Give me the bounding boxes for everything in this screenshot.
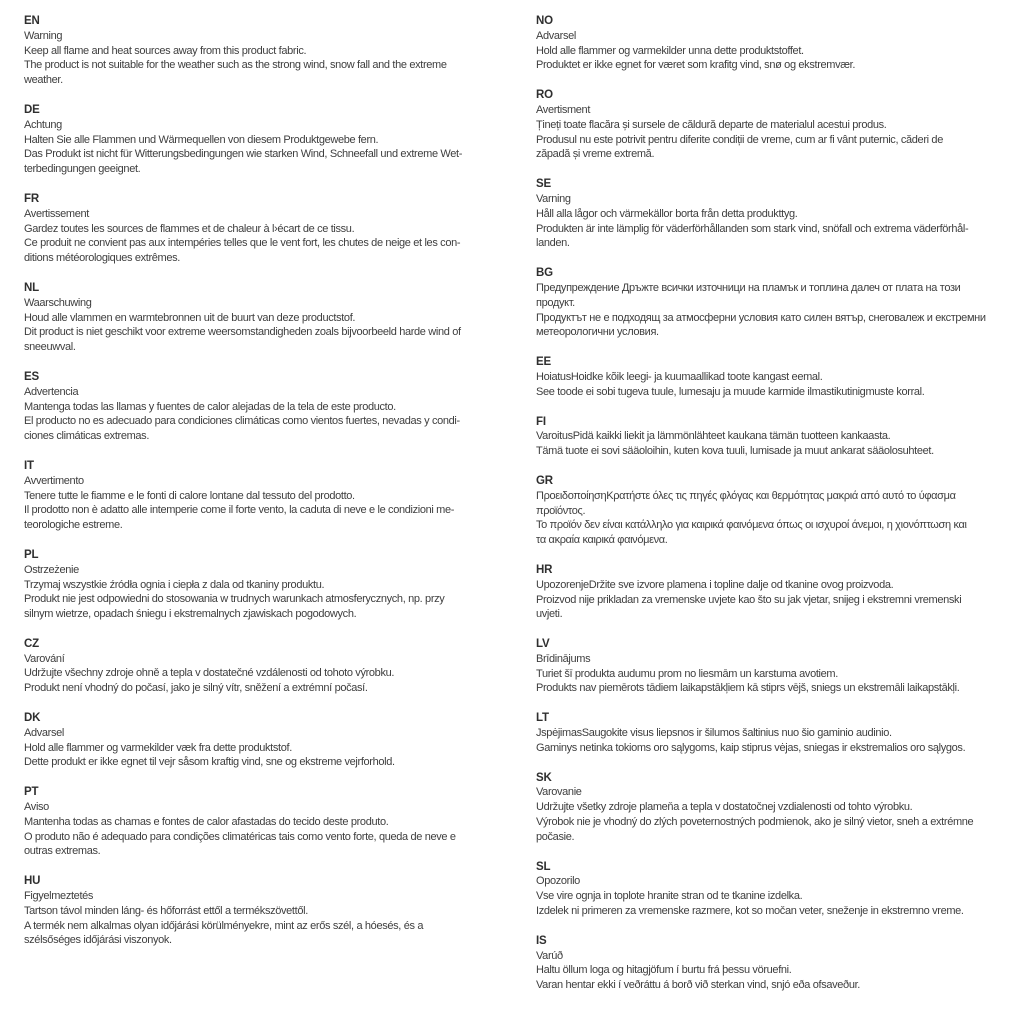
warning-line: Tenere tutte le fiamme e le fonti di calore lontane dal tessuto del prodotto.: [24, 489, 355, 502]
warning-line: Dit product is niet geschikt voor extreme weersomstandigheden zoals bijvoorbeeld harde wind of: [24, 326, 461, 339]
section-dk: [24, 711, 524, 770]
warning-title: Varovanie: [536, 786, 582, 799]
warning-title: Brīdinājums: [536, 652, 591, 665]
warning-line: outras extremas.: [24, 845, 101, 858]
warning-line: Produktet er ikke egnet for været som krafitg vind, snø og ekstremvær.: [536, 59, 856, 72]
warning-line: Proizvod nije prikladan za vremenske uvjete kao što su jak vjetar, snijeg i ekstremni vremenski: [536, 593, 962, 606]
section-es: [24, 370, 524, 444]
warning-line: Výrobok nie je vhodný do zlých poveternostných podmienok, ako je silný vietor, sneh a extrémne: [536, 816, 974, 829]
warning-line: Gardez toutes les sources de flammes et de chaleur à l›écart de ce tissu.: [24, 222, 355, 235]
language-code-label: DK: [24, 712, 41, 725]
language-code-label: LV: [536, 638, 550, 651]
warning-title: Advarsel: [536, 29, 576, 42]
language-code-label: IT: [24, 459, 34, 472]
warning-title: Figyelmeztetés: [24, 890, 94, 903]
warning-line: See toode ei sobi tugeva tuule, lumesaju ja muude karmide ilmastikutinigmuste korral.: [536, 385, 925, 398]
language-code-label: DE: [24, 103, 40, 116]
warning-title: Advarsel: [24, 726, 64, 739]
warning-line: Haltu öllum loga og hitagjöfum í burtu frá þessu vöruefni.: [536, 964, 792, 977]
section-is: [536, 934, 1022, 993]
language-code-label: EN: [24, 15, 40, 27]
warning-line: landen.: [536, 237, 570, 250]
warning-line: Dette produkt er ikke egnet til vejr såsom kraftig vind, sne og ekstreme vejrforhold.: [24, 756, 395, 769]
section-gr: [536, 474, 1022, 548]
language-code-label: SK: [536, 771, 552, 784]
warning-line: Houd alle vlammen en warmtebronnen uit de buurt van deze productstof.: [24, 311, 356, 324]
warning-line: teorologiche estreme.: [24, 519, 123, 532]
warning-line: silnym wietrze, opadach śniegu i ekstremalnych zjawiskach pogodowych.: [24, 608, 357, 621]
warning-line: Продуктът не е подходящ за атмосферни условия като силен вятър, снеговалеж и екстремни: [536, 311, 986, 324]
language-code-label: RO: [536, 89, 553, 102]
section-de: [24, 103, 524, 177]
warning-line: Keep all flame and heat sources away from this product fabric.: [24, 44, 307, 57]
warning-title: Warning: [24, 29, 63, 42]
warning-line: UpozorenjeDržite sve izvore plamena i topline dalje od tkanine ovog proizvoda.: [536, 578, 894, 591]
language-code-label: HU: [24, 875, 41, 888]
warning-line: τα ακραία καιρικά φαινόμενα.: [536, 534, 668, 547]
warning-line: Håll alla lågor och värmekällor borta från detta produkttyg.: [536, 207, 798, 220]
warning-line: προϊόντος.: [536, 504, 586, 517]
warning-line: Izdelek ni primeren za vremenske razmere, kot so močan veter, sneženje in ekstremno vreme.: [536, 905, 964, 918]
section-ee: [536, 355, 1022, 399]
warning-line: HoiatusHoidke kõik leegi- ja kuumaallikad toote kangast eemal.: [536, 370, 823, 383]
warning-line: Udržujte všechny zdroje ohně a tepla v dostatečné vzdálenosti od tohoto výrobku.: [24, 667, 395, 680]
language-code-label: FR: [24, 192, 39, 205]
warning-line: Tämä tuote ei sovi sääoloihin, kuten kova tuuli, lumisade ja muut ankarat sääolosuhteet.: [536, 445, 934, 458]
language-code-label: HR: [536, 563, 553, 576]
warning-line: El producto no es adecuado para condiciones climáticas como vientos fuertes, nevadas y condi-: [24, 415, 460, 428]
warning-line: Tartson távol minden láng- és hőforrást ettől a termékszövettől.: [24, 904, 308, 917]
section-lt: [536, 711, 1022, 755]
section-sl: [536, 860, 1022, 919]
warning-line: Предупреждение Дръжте всички източници на пламък и топлина далеч от плата на този: [536, 281, 961, 294]
language-code-label: NO: [536, 15, 553, 27]
section-pt: [24, 785, 524, 859]
section-it: [24, 459, 524, 533]
warning-line: Hold alle flammer og varmekilder unna dette produktstoffet.: [536, 44, 804, 57]
warning-line: Varan hentar ekki í veðráttu á borð við sterkan vind, snjó eða ofsaveður.: [536, 979, 861, 992]
language-code-label: CZ: [24, 637, 39, 650]
section-fi: [536, 415, 1022, 459]
warning-line: Țineți toate flacăra și sursele de căldură departe de materialul acestui produs.: [536, 118, 887, 131]
language-code-label: IS: [536, 934, 547, 947]
warning-line: Hold alle flammer og varmekilder væk fra dette produktstof.: [24, 741, 292, 754]
warning-line: Ce produit ne convient pas aux intempéries telles que le vent fort, les chutes de neige et les con-: [24, 237, 461, 250]
left-column: [24, 14, 524, 963]
warning-line: Produkt není vhodný do počasí, jako je silný vítr, sněžení a extrémní počasí.: [24, 682, 368, 695]
warning-line: Trzymaj wszystkie źródła ognia i ciepła z dala od tkaniny produktu.: [24, 578, 325, 591]
warning-title: Varúð: [536, 949, 563, 962]
warning-line: Halten Sie alle Flammen und Wärmequellen von diesem Produktgewebe fern.: [24, 133, 379, 146]
language-code-label: SL: [536, 860, 551, 873]
section-hu: [24, 874, 524, 948]
warning-line: Vse vire ognja in toplote hranite stran od te tkanine izdelka.: [536, 890, 803, 903]
warning-line: Produkts nav piemērots tādiem laikapstākļiem kā stiprs vējš, sniegs un ekstremāli laikapstākļi.: [536, 682, 960, 695]
section-lv: [536, 637, 1022, 696]
language-code-label: BG: [536, 267, 553, 280]
warning-line: Produsul nu este potrivit pentru diferite condiții de vreme, cum ar fi vânt puternic, căderi de: [536, 133, 943, 146]
section-fr: [24, 192, 524, 266]
right-column: [536, 14, 1022, 1008]
section-ro: [536, 88, 1022, 162]
warning-title: Aviso: [24, 801, 49, 814]
warning-title: Varning: [536, 192, 571, 205]
warning-line: Produkten är inte lämplig för väderförhållanden som stark vind, snöfall och extrema väderförhål-: [536, 222, 969, 235]
language-code-label: PL: [24, 548, 39, 561]
warning-line: počasie.: [536, 830, 575, 843]
warning-title: Avertissement: [24, 207, 89, 220]
language-code-label: NL: [24, 281, 39, 294]
warning-line: Mantenha todas as chamas e fontes de calor afastadas do tecido deste produto.: [24, 815, 389, 828]
warning-line: O produto não é adequado para condições climatéricas tais como vento forte, queda de neve e: [24, 830, 456, 843]
warning-line: Produkt nie jest odpowiedni do stosowania w trudnych warunkach atmosferycznych, np. przy: [24, 593, 445, 606]
warning-line: ΠροειδοποίησηΚρατήστε όλες τις πηγές φλόγας και θερμότητας μακριά από αυτό το ύφασμα: [536, 489, 956, 502]
warning-line: Udržujte všetky zdroje plameňa a tepla v dostatočnej vzdialenosti od tohto výrobku.: [536, 801, 913, 814]
section-nl: [24, 281, 524, 355]
language-code-label: FI: [536, 415, 546, 428]
section-pl: [24, 548, 524, 622]
warning-title: Waarschuwing: [24, 296, 92, 309]
section-cz: [24, 637, 524, 696]
language-code-label: SE: [536, 178, 551, 191]
language-code-label: LT: [536, 712, 549, 725]
warning-line: The product is not suitable for the weather such as the strong wind, snow fall and the extreme: [24, 59, 447, 72]
section-sk: [536, 771, 1022, 845]
language-code-label: EE: [536, 356, 551, 369]
section-no: [536, 14, 1022, 73]
warning-line: A termék nem alkalmas olyan időjárási körülményekre, mint az erős szél, a hóesés, és a: [24, 919, 424, 932]
warning-line: Il prodotto non è adatto alle intemperie come il forte vento, la caduta di neve e le condizioni me-: [24, 504, 455, 517]
warning-line: VaroitusPidä kaikki liekit ja lämmönlähteet kaukana tämän tuotteen kankaasta.: [536, 430, 891, 443]
section-en: [24, 14, 524, 88]
warning-title: Opozorilo: [536, 875, 580, 888]
section-bg: [536, 266, 1022, 340]
warning-line: sneeuwval.: [24, 341, 76, 354]
warning-line: uvjeti.: [536, 608, 563, 621]
warning-line: ciones climáticas extremas.: [24, 430, 150, 443]
warning-title: Avertisment: [536, 103, 591, 116]
warning-title: Advertencia: [24, 385, 79, 398]
language-code-label: GR: [536, 474, 553, 487]
warning-line: Das Produkt ist nicht für Witterungsbedingungen wie starken Wind, Schneefall und extreme Wet-: [24, 148, 463, 161]
warning-line: weather.: [24, 74, 63, 87]
warning-title: Ostrzeżenie: [24, 563, 79, 576]
section-se: [536, 177, 1022, 251]
language-code-label: ES: [24, 370, 39, 383]
warning-line: Gaminys netinka tokioms oro sąlygoms, kaip stiprus vėjas, sniegas ir ekstremalios oro sąlygos.: [536, 741, 966, 754]
warning-title: Varování: [24, 652, 65, 665]
warning-line: метеорологични условия.: [536, 326, 659, 339]
warning-line: Mantenga todas las llamas y fuentes de calor alejadas de la tela de este producto.: [24, 400, 396, 413]
warning-title: Avvertimento: [24, 474, 84, 487]
language-code-label: PT: [24, 786, 39, 799]
warning-line: szélsőséges időjárási viszonyok.: [24, 934, 172, 947]
warning-line: JspėjimasSaugokite visus liepsnos ir šilumos šaltinius nuo šio gaminio audinio.: [536, 727, 892, 740]
warning-line: Turiet šī produkta audumu prom no liesmām un karstuma avotiem.: [536, 667, 838, 680]
warning-line: zăpadă și vreme extremă.: [536, 148, 655, 161]
warning-line: Το προϊόν δεν είναι κατάλληλο για καιρικά φαινόμενα όπως οι ισχυροί άνεμοι, η χιονόπτωση και: [536, 519, 967, 532]
warning-title: Achtung: [24, 118, 62, 131]
warning-line: terbedingungen geeignet.: [24, 163, 141, 176]
warning-line: продукт.: [536, 296, 575, 309]
warning-line: ditions météorologiques extrêmes.: [24, 252, 180, 265]
section-hr: [536, 563, 1022, 622]
